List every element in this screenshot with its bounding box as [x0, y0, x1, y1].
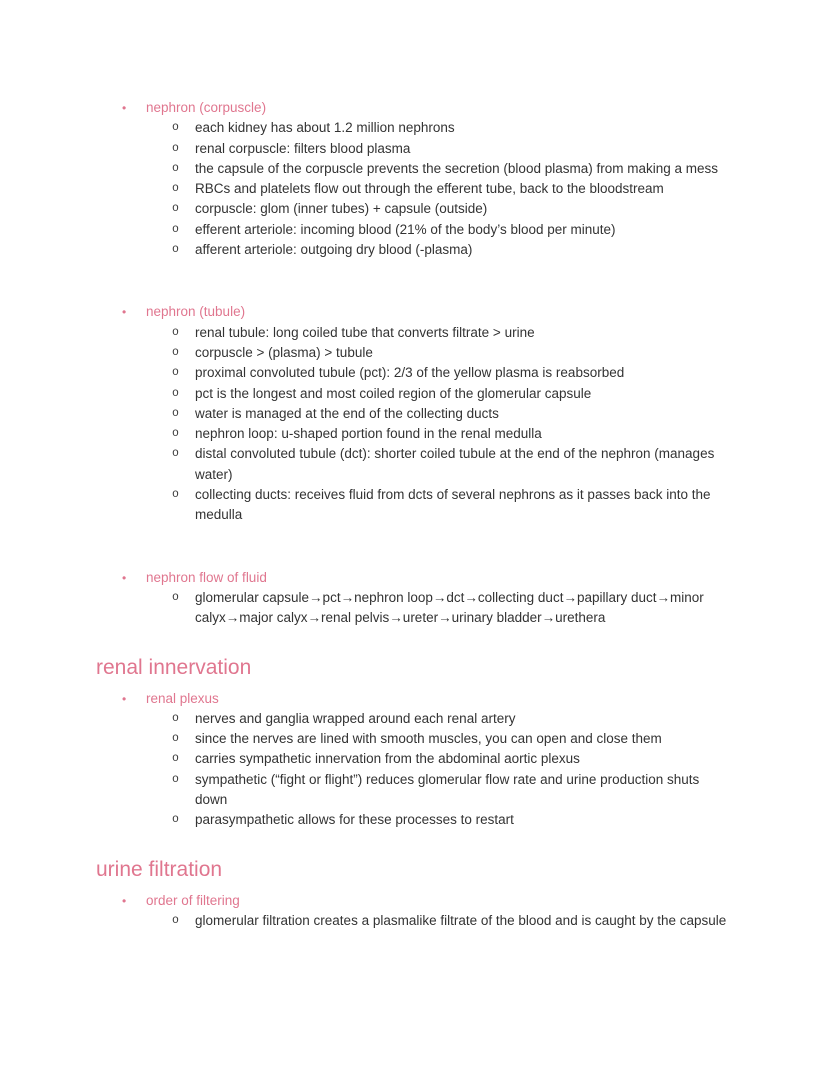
note-text: efferent arteriole: incoming blood (21% of the body’s blood per minute) — [195, 221, 616, 237]
sub-bullet-icon: o — [172, 345, 179, 359]
note-line — [172, 485, 730, 526]
note-line — [172, 749, 730, 769]
bullet-item — [122, 98, 730, 118]
note-text: glomerular capsule→pct→nephron loop→dct→collecting duct→papillary duct→minor calyx→major calyx→renal pelvis→ureter→urinary bladder→urethera — [195, 589, 704, 626]
note-text: proximal convoluted tubule (pct): 2/3 of the yellow plasma is reabsorbed — [195, 365, 625, 381]
note-line — [172, 911, 730, 931]
heading-urine-filtration: urine filtration — [96, 857, 223, 881]
sub-bullet-icon: o — [172, 488, 179, 502]
section-order-of-filtering — [96, 891, 730, 932]
note-text: pct is the longest and most coiled region of the glomerular capsule — [195, 385, 592, 401]
note-text: since the nerves are lined with smooth muscles, you can open and close them — [195, 731, 662, 747]
note-line — [172, 404, 730, 424]
note-text: collecting ducts: receives fluid from dcts of several nephrons as it passes back into the medulla — [195, 487, 711, 523]
note-line — [172, 709, 730, 729]
note-line — [172, 363, 730, 383]
note-line — [172, 444, 730, 485]
note-text: water is managed at the end of the collecting ducts — [195, 405, 499, 421]
note-text: distal convoluted tubule (dct): shorter coiled tubule at the end of the nephron (manages water) — [195, 446, 715, 482]
bullet-icon: • — [122, 570, 127, 585]
section-bullet-title: renal plexus — [146, 690, 219, 706]
sub-bullet-icon: o — [172, 447, 179, 461]
sub-bullet-icon: o — [172, 427, 179, 441]
note-line — [172, 118, 730, 138]
note-line — [172, 384, 730, 404]
sub-bullet-icon: o — [172, 752, 179, 766]
sub-bullet-icon: o — [172, 161, 179, 175]
note-text: corpuscle > (plasma) > tubule — [195, 344, 373, 360]
note-text: sympathetic (“fight or flight”) reduces glomerular flow rate and urine production shuts down — [195, 771, 700, 808]
sub-bullet-icon: o — [172, 182, 179, 196]
bullet-item — [122, 568, 730, 588]
note-line — [172, 810, 730, 830]
note-text: parasympathetic allows for these processes to restart — [195, 812, 514, 828]
note-line — [172, 159, 730, 179]
note-line — [172, 240, 730, 260]
note-line — [172, 179, 730, 199]
sub-bullet-icon: o — [172, 222, 179, 236]
sub-bullet-icon: o — [172, 406, 179, 420]
bullet-icon: • — [122, 305, 127, 320]
section-nephron-flow — [96, 568, 730, 629]
note-text: corpuscle: glom (inner tubes) + capsule (outside) — [195, 201, 488, 217]
note-text: each kidney has about 1.2 million nephrons — [195, 120, 455, 136]
bullet-item — [122, 891, 730, 911]
note-line — [172, 424, 730, 444]
section-bullet-title: nephron (corpuscle) — [146, 100, 267, 115]
note-text: nerves and ganglia wrapped around each renal artery — [195, 710, 516, 726]
sub-bullet-icon: o — [172, 711, 179, 725]
note-text: nephron loop: u-shaped portion found in the renal medulla — [195, 426, 542, 442]
note-line — [172, 729, 730, 749]
sub-bullet-icon: o — [172, 913, 179, 927]
note-text: glomerular filtration creates a plasmalike filtrate of the blood and is caught by the capsule — [195, 912, 727, 928]
note-line — [172, 588, 730, 629]
sub-bullet-icon: o — [172, 325, 179, 339]
note-text: the capsule of the corpuscle prevents the secretion (blood plasma) from making a mess — [195, 160, 719, 176]
note-line — [172, 770, 730, 811]
note-line — [172, 343, 730, 363]
note-text: carries sympathetic innervation from the abdominal aortic plexus — [195, 751, 580, 767]
section-nephron-tubule — [96, 302, 730, 525]
section-bullet-title: nephron flow of fluid — [146, 569, 267, 585]
sub-bullet-icon: o — [172, 121, 179, 135]
note-text: RBCs and platelets flow out through the efferent tube, back to the bloodstream — [195, 181, 664, 197]
bullet-icon: • — [122, 691, 127, 706]
sub-bullet-icon: o — [172, 386, 179, 400]
sub-bullet-icon: o — [172, 590, 179, 604]
note-line — [172, 323, 730, 343]
note-line — [172, 220, 730, 240]
note-text: renal corpuscle: filters blood plasma — [195, 140, 411, 156]
sub-bullet-icon: o — [172, 141, 179, 155]
sub-bullet-icon: o — [172, 813, 179, 827]
bullet-icon: • — [122, 893, 127, 908]
bullet-item — [122, 689, 730, 709]
section-bullet-title: order of filtering — [146, 892, 240, 908]
section-nephron-corpuscle — [96, 98, 730, 260]
bullet-icon: • — [122, 101, 127, 115]
section-bullet-title: nephron (tubule) — [146, 304, 246, 320]
note-line — [172, 139, 730, 159]
sub-bullet-icon: o — [172, 772, 179, 786]
heading-renal-innervation: renal innervation — [96, 655, 252, 679]
note-text: renal tubule: long coiled tube that converts filtrate > urine — [195, 324, 535, 340]
note-text: afferent arteriole: outgoing dry blood (-plasma) — [195, 242, 473, 258]
sub-bullet-icon: o — [172, 732, 179, 746]
bullet-item — [122, 302, 730, 322]
sub-bullet-icon: o — [172, 243, 179, 257]
section-renal-plexus — [96, 689, 730, 831]
sub-bullet-icon: o — [172, 366, 179, 380]
sub-bullet-icon: o — [172, 202, 179, 216]
note-line — [172, 199, 730, 219]
